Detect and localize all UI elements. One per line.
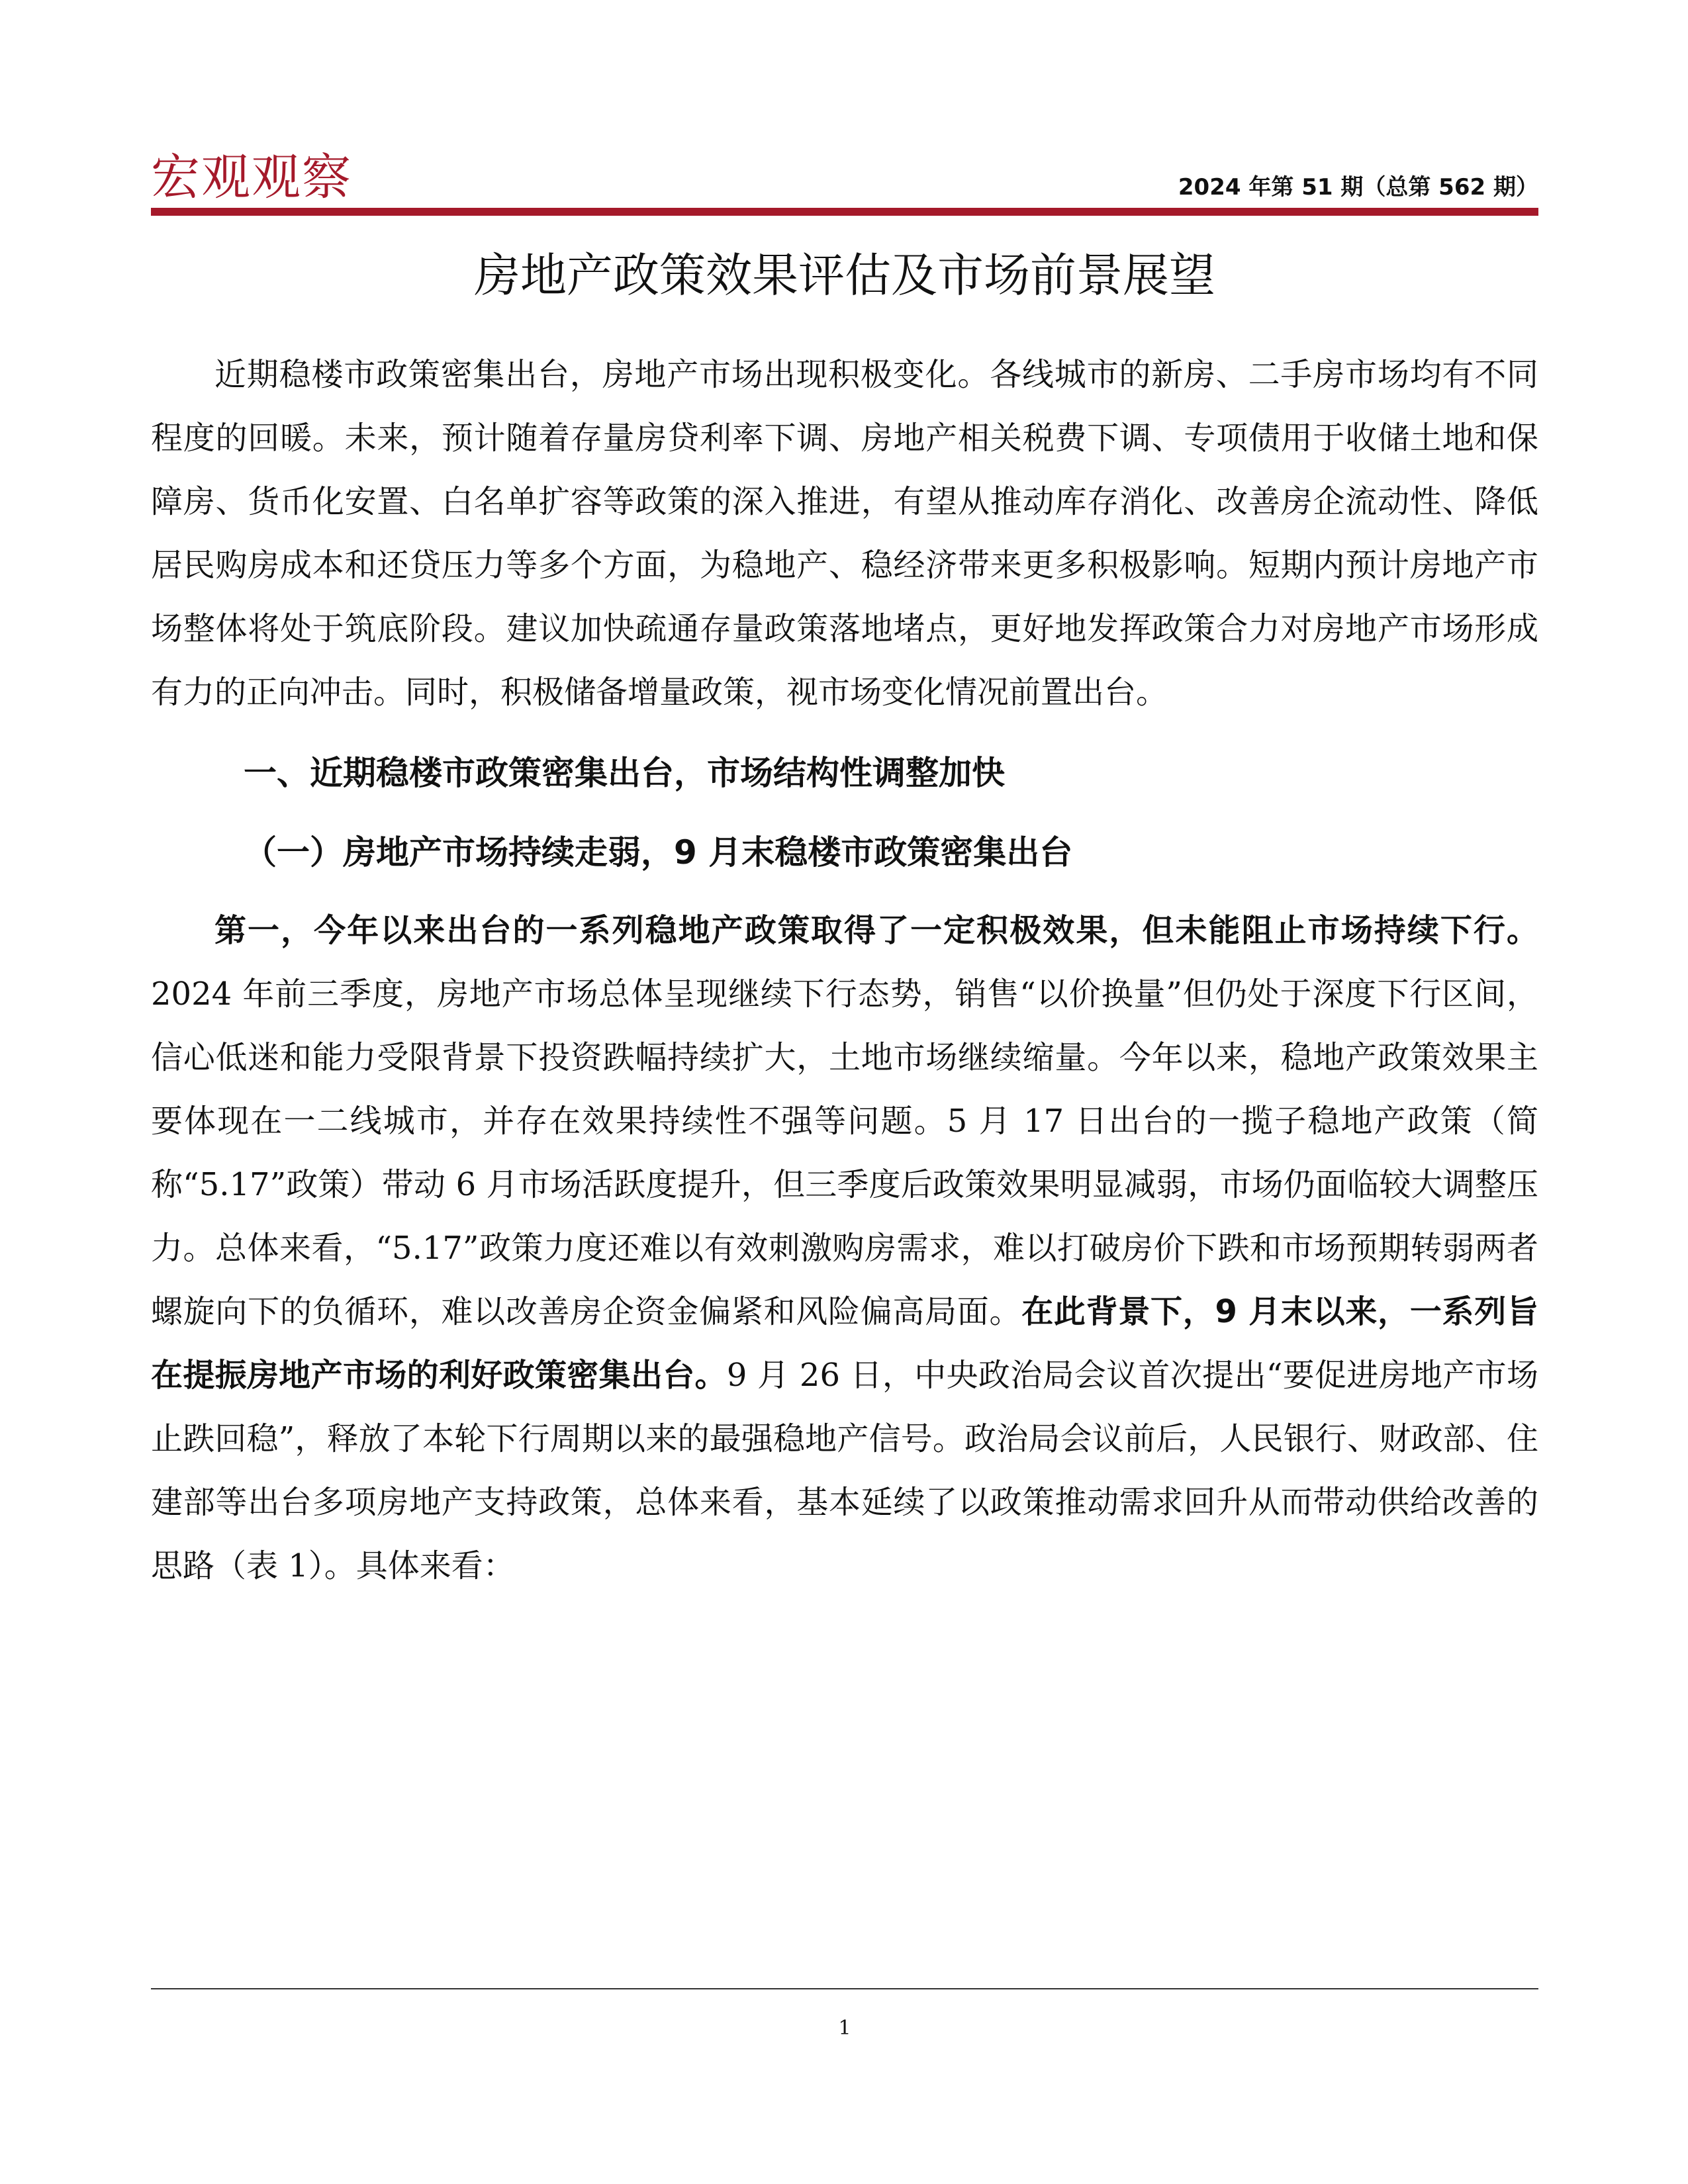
intro-paragraph: 近期稳楼市政策密集出台，房地产市场出现积极变化。各线城市的新房、二手房市场均有不同程度的回暖。未来，预计随着存量房贷利率下调、房地产相关税费下调、专项债用于收储土地和保障房、货币化安置、白名单扩容等政策的深入推进，有望从推动库存消化、改善房企流动性、降低居民购房成本和还贷压力等多个方面，为稳地产、稳经济带来更多积极影响。短期内预计房地产市场整体将处于筑底阶段。建议加快疏通存量政策落地堵点，更好地发挥政策合力对房地产市场形成有力的正向冲击。同时，积极储备增量政策，视市场变化情况前置出台。 (151, 356, 1538, 711)
article-body (151, 343, 1538, 1598)
bold-lead-1: 第一，今年以来出台的一系列稳地产政策取得了一定积极效果，但未能阻止市场持续下行。 (214, 912, 1538, 949)
bold-lead-2: 在此背景下，9 月末以来，一系列旨在提振房地产市场的利好政策密集出台。 (151, 1293, 1538, 1394)
page-number: 1 (838, 2017, 851, 2040)
paragraph-text-2: 9 月 26 日，中央政治局会议首次提出“要促进房地产市场止跌回稳”，释放了本轮下行周期以来的最强稳地产信号。政治局会议前后，人民银行、财政部、住建部等出台多项房地产支持政策，总体来看，基本延续了以政策推动需求回升从而带动供给改善的思路（表 1）。具体来看： (151, 1357, 1538, 1584)
issue-number: 2024 年第 51 期（总第 562 期） (1178, 174, 1538, 201)
footer-rule (151, 1988, 1538, 1989)
header-rule (151, 208, 1538, 216)
masthead (151, 144, 1538, 217)
subsection-heading: （一）房地产市场持续走弱，9 月末稳楼市政策密集出台 (244, 833, 1073, 872)
body-paragraph (151, 899, 1538, 1598)
section-heading: 一、近期稳楼市政策密集出台，市场结构性调整加快 (244, 754, 1005, 792)
publication-brand: 宏观观察 (151, 149, 352, 206)
article-title: 房地产政策效果评估及市场前景展望 (474, 248, 1215, 302)
paragraph-text-1: 2024 年前三季度，房地产市场总体呈现继续下行态势，销售“以价换量”但仍处于深度下行区间，信心低迷和能力受限背景下投资跌幅持续扩大，土地市场继续缩量。今年以来，稳地产政策效果主要体现在一二线城市，并存在效果持续性不强等问题。5 月 17 日出台的一揽子稳地产政策（简称“5.17”政策）带动 6 月市场活跃度提升，但三季度后政策效果明显减弱，市场仍面临较大调整压力。总体来看，“5.17”政策力度还难以有效刺激购房需求，难以打破房价下跌和市场预期转弱两者螺旋向下的负循环，难以改善房企资金偏紧和风险偏高局面。 (151, 976, 1538, 1330)
